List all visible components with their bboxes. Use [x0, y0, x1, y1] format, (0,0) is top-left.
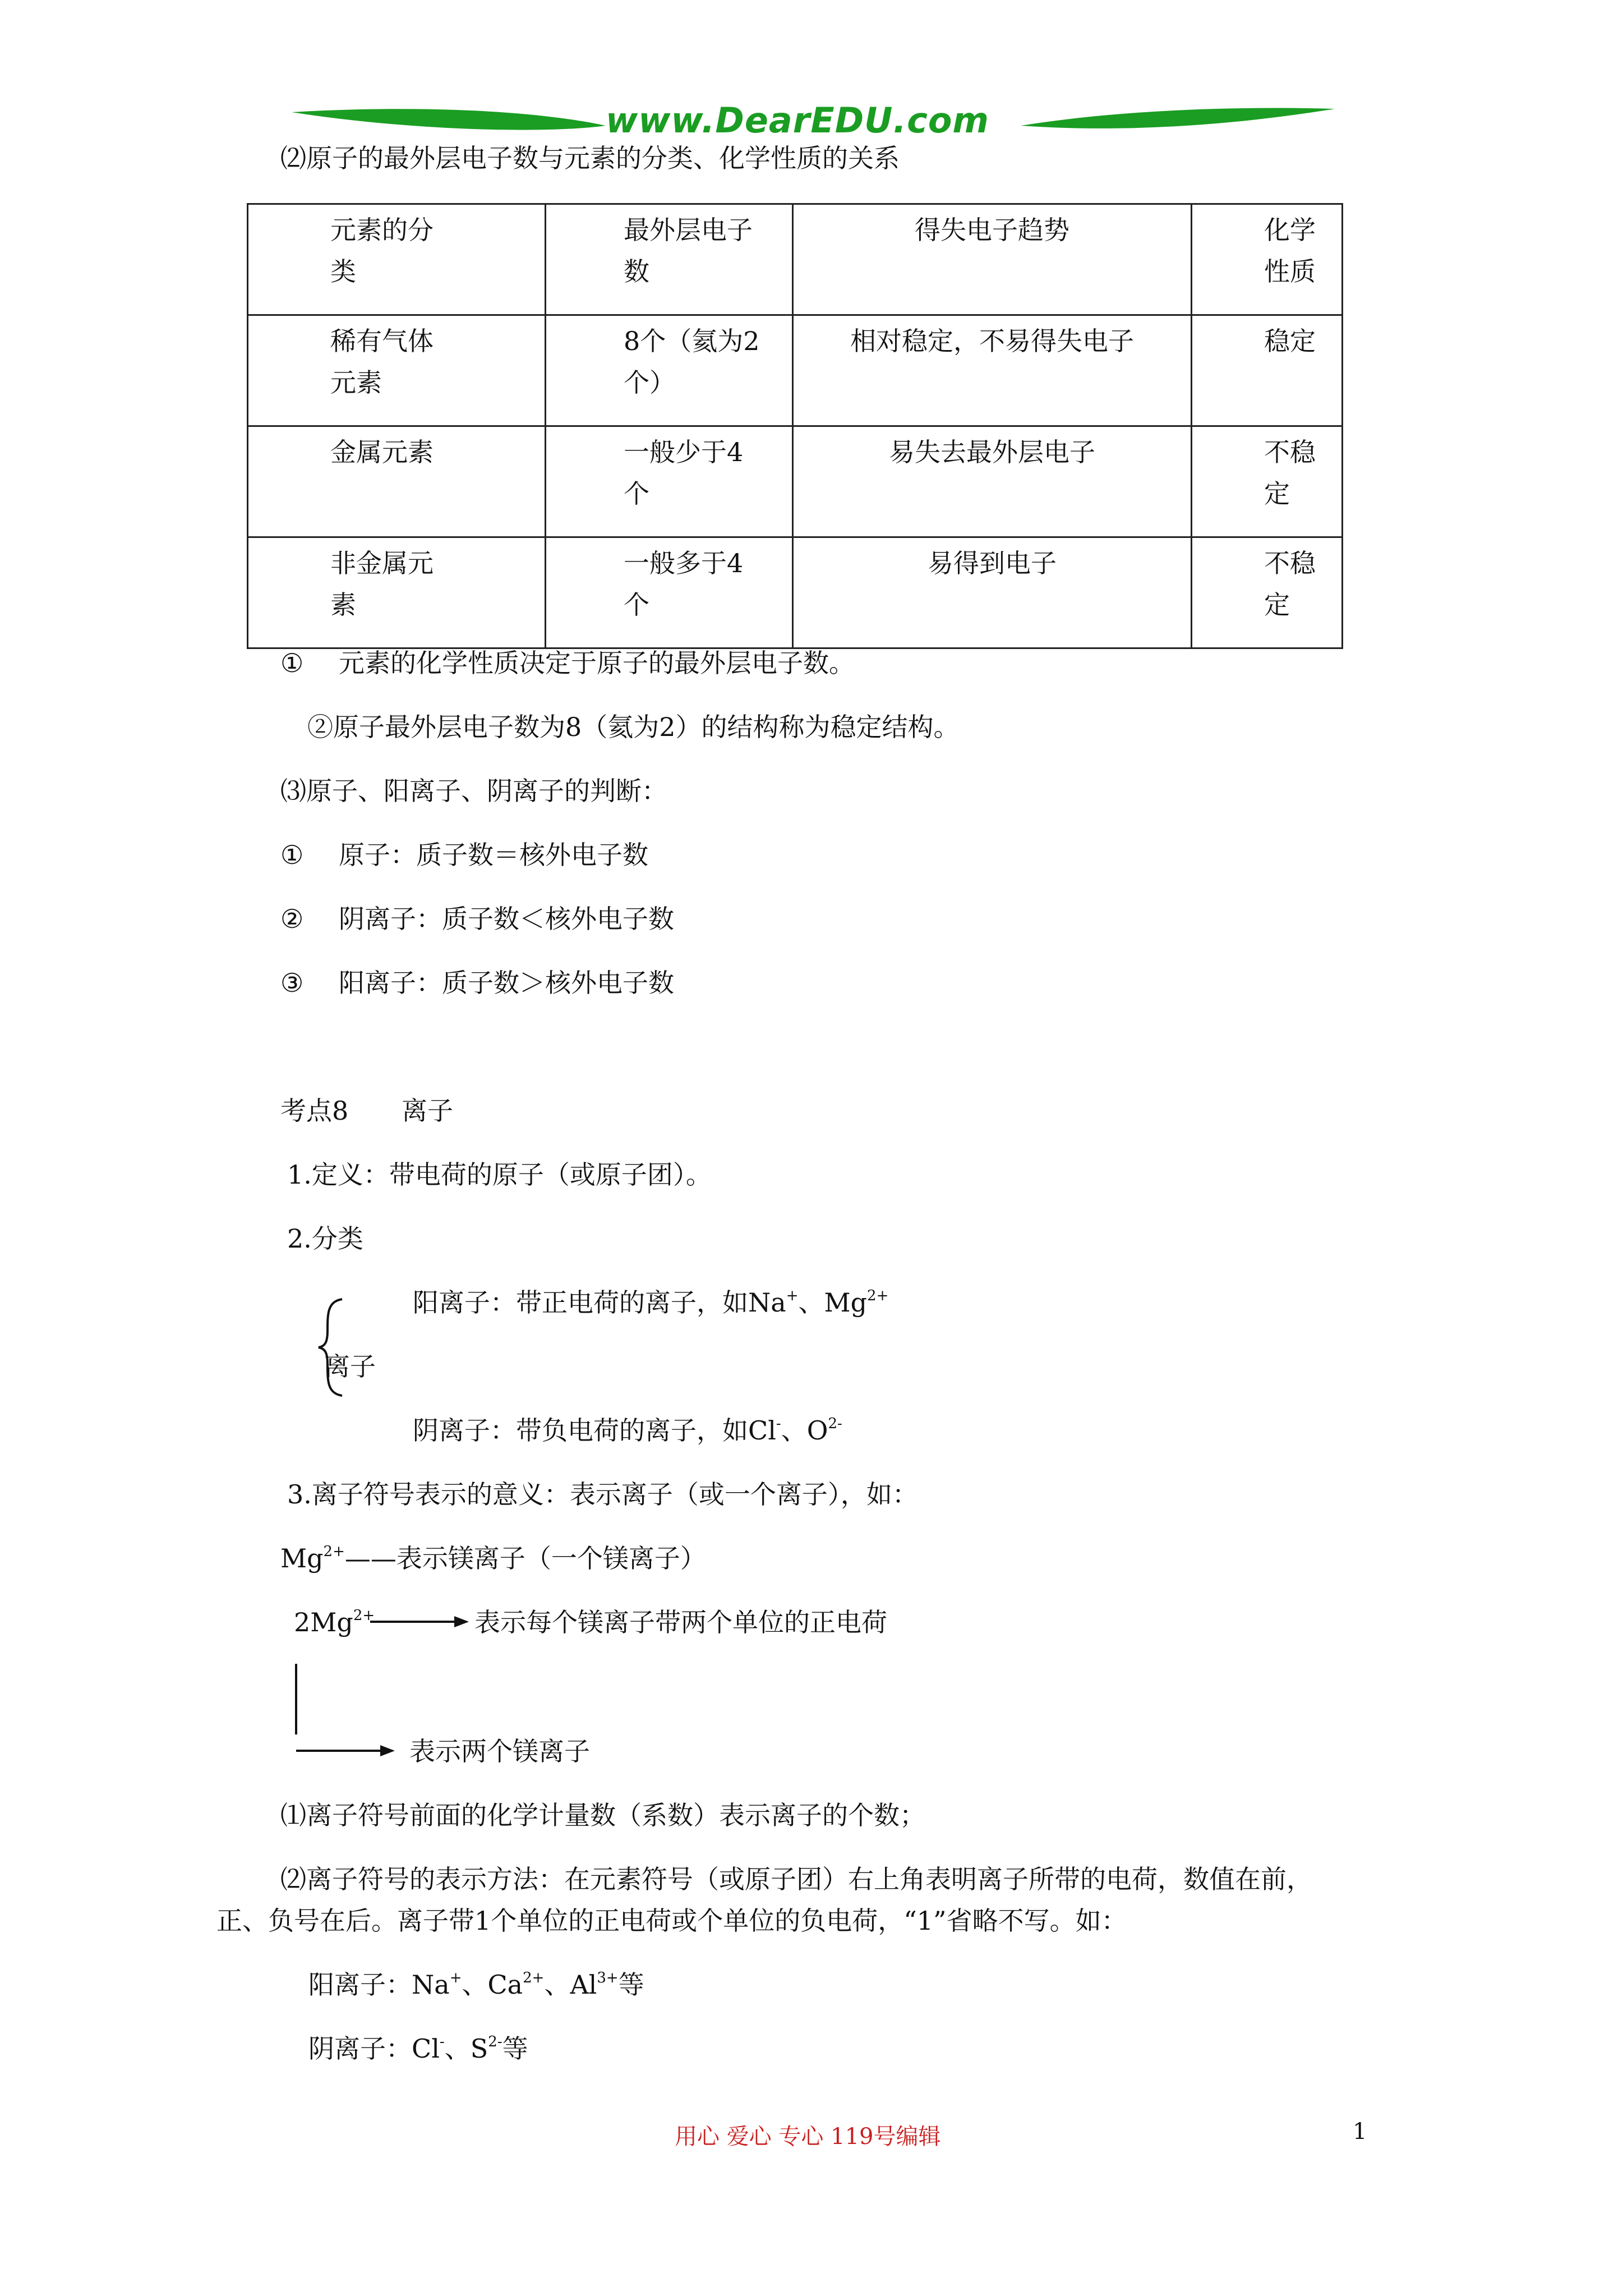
exam-point-label: 考点8 — [280, 1096, 349, 1126]
table-header-row — [248, 204, 1343, 315]
classification-title: 2.分类 — [287, 1223, 363, 1254]
list-item: 阳离子：质子数＞核外电子数 — [339, 968, 674, 998]
anion-examples: 阴离子：Cl-、$S^{2-}$等 — [308, 2033, 528, 2064]
table-cell: 易失去最外层电子 — [793, 426, 1192, 537]
table-cell: 不稳定 — [1192, 426, 1343, 537]
list-marker: ② — [280, 904, 304, 934]
symbol-meaning-title: 3.离子符号表示的意义：表示离子（或一个离子），如： — [287, 1479, 918, 1510]
table-cell: 相对稳定，不易得失电子 — [793, 315, 1192, 426]
table-cell: 非金属元素 — [248, 537, 546, 648]
table-cell: 稀有气体元素 — [248, 315, 546, 426]
section-title: ⑵原子的最外层电子数与元素的分类、化学性质的关系 — [280, 143, 900, 173]
table-cell: 金属元素 — [248, 426, 546, 537]
list-item: 阴离子：质子数＜核外电子数 — [339, 904, 674, 934]
cation-examples: 阳离子：Na+、$Ca^{2+}$、$Al^{3+}$等 — [308, 1970, 644, 2000]
arrow-label: 表示两个镁离子 — [409, 1736, 590, 1766]
list-marker: ③ — [280, 968, 304, 998]
table-cell: 一般少于4个 — [546, 426, 793, 537]
rule-text: ⑴离子符号前面的化学计量数（系数）表示离子的个数； — [280, 1800, 925, 1830]
note-marker: ① — [280, 648, 304, 678]
arrow-label: 表示每个镁离子带两个单位的正电荷 — [474, 1607, 887, 1637]
list-marker: ① — [280, 840, 304, 870]
table-header-cell: 最外层电子数 — [546, 204, 793, 315]
arrow-icon — [370, 1613, 471, 1632]
mg-ion-description: $Mg^{2+}——$表示镁离子（一个镁离子） — [280, 1543, 706, 1573]
vertical-connector-line — [295, 1664, 297, 1734]
element-classification-table — [247, 203, 1343, 649]
brace-label: 离子 — [324, 1351, 376, 1382]
rule-text: ⑵离子符号的表示方法：在元素符号（或原子团）右上角表明离子所带的电荷，数值在前， — [280, 1864, 1312, 1894]
rule-text: 正、负号在后。离子带1个单位的正电荷或个单位的负电荷，“1”省略不写。如： — [216, 1906, 1127, 1936]
table-cell: 一般多于4个 — [546, 537, 793, 648]
table-header-cell: 元素的分类 — [248, 204, 546, 315]
section-title: ⑶原子、阳离子、阴离子的判断： — [280, 776, 667, 806]
header-logo-text: www.DearEDU.com — [606, 100, 990, 141]
exam-point-title: 离子 — [402, 1096, 453, 1126]
footer-text: 用心 爱心 专心 119号编辑 — [675, 2124, 941, 2150]
table-cell: 8个（氦为2个） — [546, 315, 793, 426]
definition-text: 1.定义：带电荷的原子（或原子团）。 — [287, 1159, 712, 1190]
note-text: ②原子最外层电子数为8（氦为2）的结构称为稳定结构。 — [307, 712, 960, 742]
table-cell: 稳定 — [1192, 315, 1343, 426]
table-row — [248, 537, 1343, 648]
table-cell: 易得到电子 — [793, 537, 1192, 648]
list-item: 原子：质子数＝核外电子数 — [339, 840, 648, 870]
table-row — [248, 426, 1343, 537]
brace-icon — [315, 1297, 349, 1400]
page-number: 1 — [1353, 2119, 1367, 2145]
table-row — [248, 315, 1343, 426]
table-cell: 不稳定 — [1192, 537, 1343, 648]
cation-definition: 阳离子：带正电荷的离子，如Na+、$Mg^{2+}$ — [413, 1287, 889, 1318]
arrow-icon — [296, 1742, 397, 1761]
anion-definition: 阴离子：带负电荷的离子，如Cl-、$O^{2-}$ — [413, 1415, 842, 1446]
table-header-cell: 得失电子趋势 — [793, 204, 1192, 315]
two-mg-symbol: $2Mg^{2+}$ — [294, 1607, 375, 1637]
note-text: 元素的化学性质决定于原子的最外层电子数。 — [339, 648, 855, 678]
table-header-cell: 化学性质 — [1192, 204, 1343, 315]
